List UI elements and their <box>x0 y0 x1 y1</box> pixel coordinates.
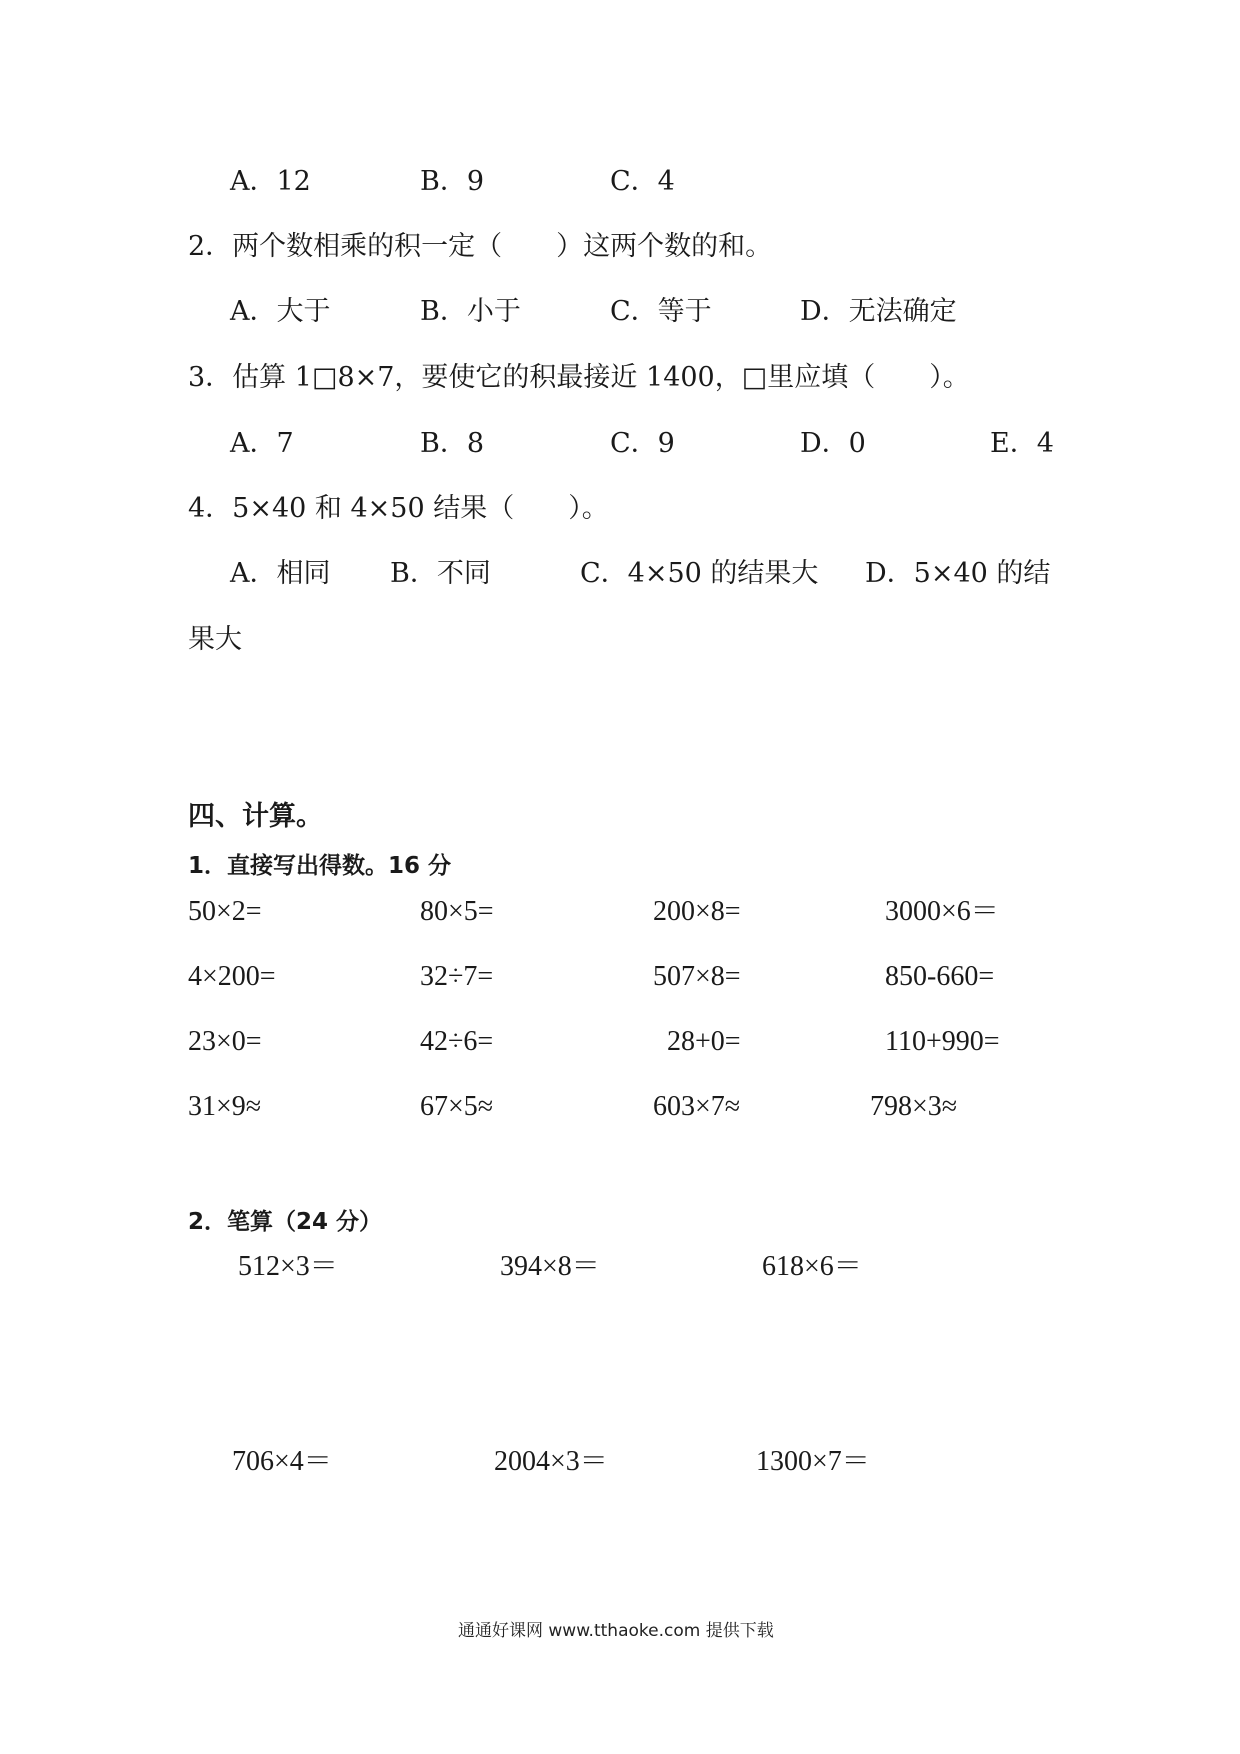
mental-math-item: 798×3≈ <box>870 1091 958 1122</box>
mental-math-item: 80×5= <box>420 896 494 927</box>
q2-option-d: D．无法确定 <box>800 296 957 327</box>
mental-math-item: 32÷7= <box>420 961 494 992</box>
q3-option-d: D．0 <box>800 428 866 459</box>
q2-option-c: C．等于 <box>610 296 712 327</box>
mental-math-item: 31×9≈ <box>188 1091 262 1122</box>
mental-math-item: 850-660= <box>885 961 995 992</box>
mental-math-item: 507×8= <box>653 961 741 992</box>
footer-source: 通通好课网 www.tthaoke.com 提供下载 <box>458 1621 774 1641</box>
mental-math-item: 603×7≈ <box>653 1091 741 1122</box>
mental-math-item: 50×2= <box>188 896 262 927</box>
q4-option-d-continuation: 果大 <box>188 624 242 655</box>
mental-math-item: 3000×6＝ <box>885 896 999 927</box>
q2-option-a: A．大于 <box>230 296 331 327</box>
mental-math-item: 110+990= <box>885 1026 1000 1057</box>
part2-title: 2．笔算（24 分） <box>188 1209 383 1235</box>
mental-math-item: 23×0= <box>188 1026 262 1057</box>
q4-option-d: D．5×40 的结 <box>865 558 1051 589</box>
q3-option-e: E．4 <box>990 428 1054 459</box>
q1-option-a: A．12 <box>230 166 311 197</box>
q1-option-c: C．4 <box>610 166 675 197</box>
written-calc-item: 394×8＝ <box>500 1251 600 1282</box>
mental-math-item: 67×5≈ <box>420 1091 494 1122</box>
written-calc-item: 706×4＝ <box>232 1446 332 1477</box>
q4-option-b: B．不同 <box>390 558 491 589</box>
mental-math-item: 200×8= <box>653 896 741 927</box>
written-calc-item: 2004×3＝ <box>494 1446 608 1477</box>
section4-title: 四、计算。 <box>188 801 323 832</box>
q3-option-b: B．8 <box>420 428 485 459</box>
mental-math-item: 4×200= <box>188 961 276 992</box>
q4-option-a: A．相同 <box>230 558 331 589</box>
q2-question: 2．两个数相乘的积一定（ ）这两个数的和。 <box>188 231 773 262</box>
q4-option-c: C．4×50 的结果大 <box>580 558 819 589</box>
q2-option-b: B．小于 <box>420 296 521 327</box>
written-calc-item: 512×3＝ <box>238 1251 338 1282</box>
part1-title: 1．直接写出得数。16 分 <box>188 853 452 879</box>
q3-option-c: C．9 <box>610 428 675 459</box>
mental-math-item: 28+0= <box>667 1026 741 1057</box>
q1-option-b: B．9 <box>420 166 485 197</box>
q4-question: 4．5×40 和 4×50 结果（ ）。 <box>188 493 609 524</box>
written-calc-item: 1300×7＝ <box>756 1446 870 1477</box>
q3-option-a: A．7 <box>230 428 294 459</box>
q3-question: 3．估算 1□8×7，要使它的积最接近 1400，□里应填（ ）。 <box>188 362 970 393</box>
mental-math-item: 42÷6= <box>420 1026 494 1057</box>
written-calc-item: 618×6＝ <box>762 1251 862 1282</box>
